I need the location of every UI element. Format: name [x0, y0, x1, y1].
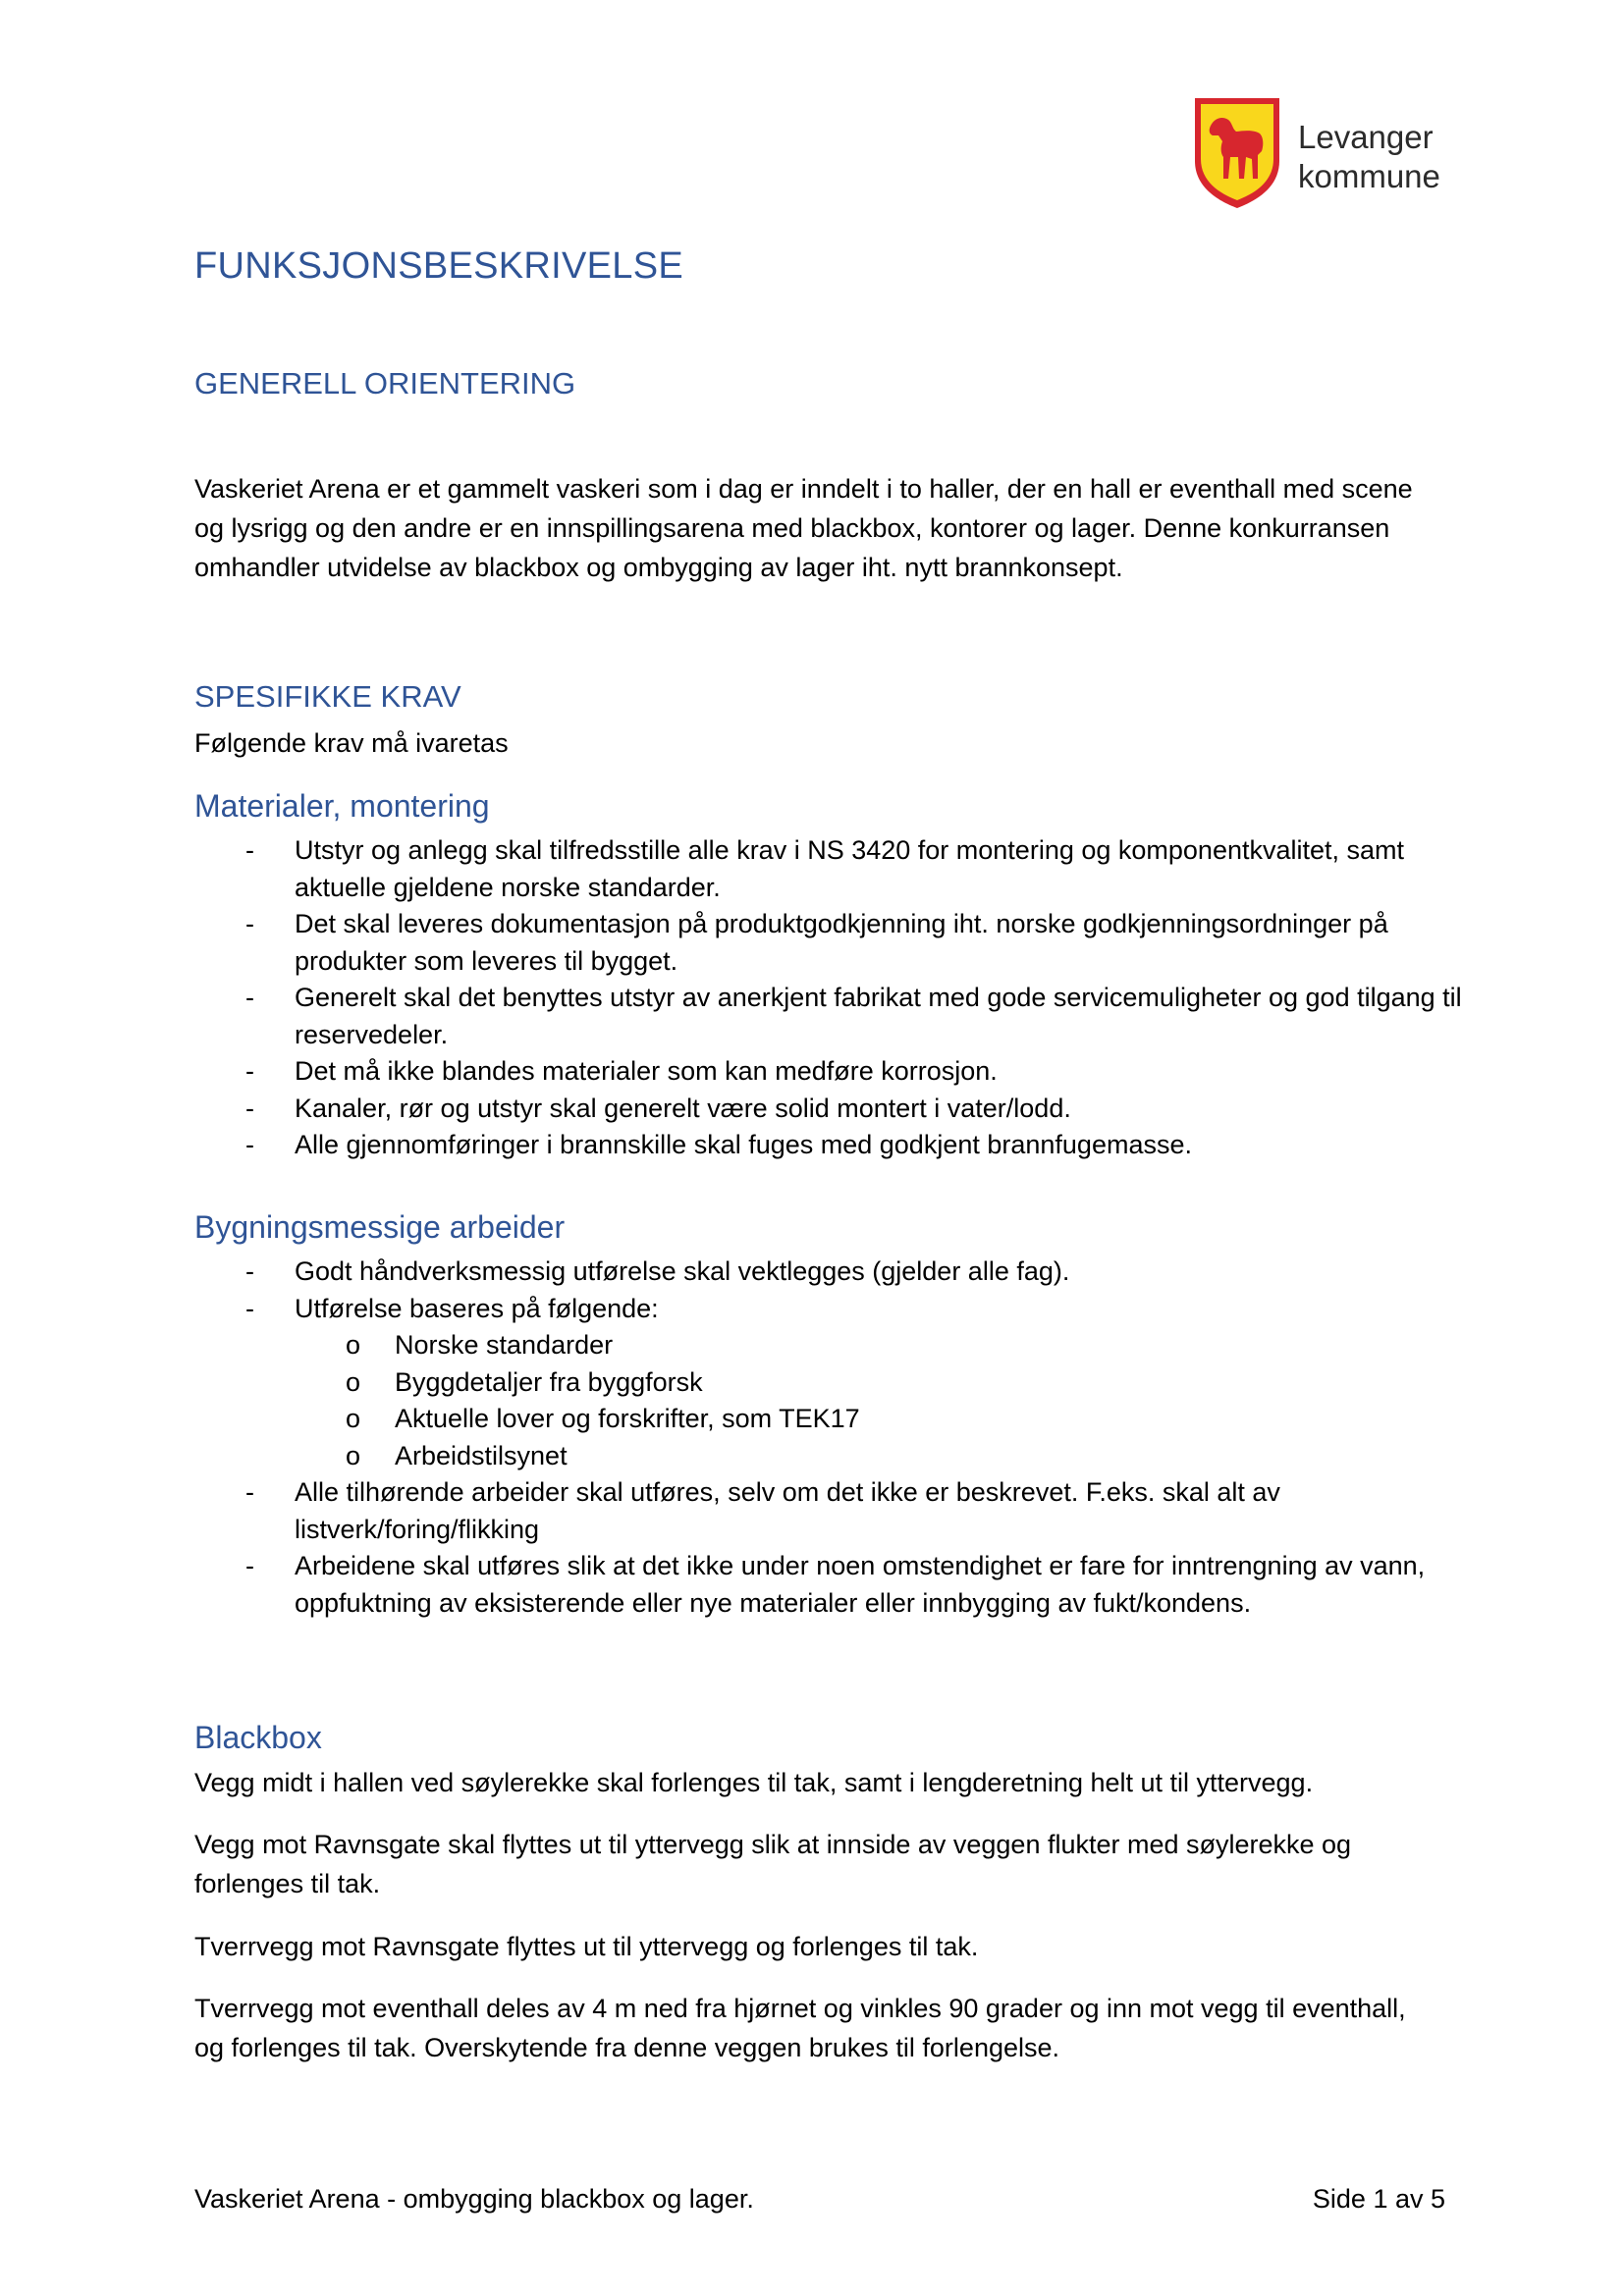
list-item: - Generelt skal det benyttes utstyr av anerkjent fabrikat med gode servicemuligheter og god tilgang til reservedeler.	[245, 983, 1462, 1049]
list-item: - Utstyr og anlegg skal tilfredsstille alle krav i NS 3420 for montering og komponentkvalitet, samt aktuelle gjeldene norske standarder.	[245, 835, 1405, 902]
footer-document-title: Vaskeriet Arena - ombygging blackbox og lager.	[194, 2184, 754, 2214]
list-item: - Alle tilhørende arbeider skal utføres, selv om det ikke er beskrevet. F.eks. skal alt av listverk/foring/flikking	[245, 1477, 1280, 1544]
blackbox-paragraph: Tverrvegg mot Ravnsgate flyttes ut til yttervegg og forlenges til tak.	[194, 1932, 979, 1961]
sub-list-item: o Byggdetaljer fra byggforsk	[346, 1366, 703, 1397]
sub-list-item: o Norske standarder	[346, 1330, 614, 1360]
municipality-logo	[1193, 96, 1450, 212]
blackbox-paragraph: Vegg midt i hallen ved søylerekke skal forlenges til tak, samt i lengderetning helt ut til yttervegg.	[194, 1768, 1314, 1797]
list-item: - Alle gjennomføringer i brannskille skal fuges med godkjent brannfugemasse.	[245, 1130, 1192, 1159]
list-item: - Kanaler, rør og utstyr skal generelt være solid montert i vater/lodd.	[245, 1093, 1071, 1123]
logo-line2: kommune	[1298, 158, 1440, 194]
list-item: - Det må ikke blandes materialer som kan medføre korrosjon.	[245, 1056, 998, 1086]
coat-of-arms-icon	[1193, 96, 1281, 210]
footer-page-number: Side 1 av 5	[1312, 2184, 1445, 2214]
list-item: - Utførelse baseres på følgende: o Norske standarder o Byggdetaljer fra byggforsk o Aktuelle lover og forskrifter, som TEK17 o Arbeidstilsynet	[194, 1291, 1471, 1475]
logo-line1: Levanger	[1298, 119, 1434, 155]
list-item: - Det skal leveres dokumentasjon på produktgodkjenning iht. norske godkjenningsordninger på produkter som leveres til bygget.	[245, 909, 1388, 976]
blackbox-paragraph: Tverrvegg mot eventhall deles av 4 m ned fra hjørnet og vinkles 90 grader og inn mot vegg til eventhall, og forlenges til tak. Overskytende fra denne veggen brukes til forlengelse.	[194, 1994, 1406, 2062]
list-item: - Arbeidene skal utføres slik at det ikke under noen omstendighet er fare for inntrengning av vann, oppfuktning av eksisterende eller nye materialer eller innbygging av fukt/kondens.	[245, 1551, 1426, 1618]
general-text: Vaskeriet Arena er et gammelt vaskeri som i dag er inndelt i to haller, der en hall er eventhall med scene og lysrigg og den andre er en innspillingsarena med blackbox, kontorer og lager. Denne konkurransen omhandler utvidelse av blackbox og ombygging av lager iht. nytt brannkonsept.	[194, 474, 1413, 582]
page-title: FUNKSJONSBESKRIVELSE	[194, 245, 684, 287]
blackbox-heading: Blackbox	[194, 1720, 322, 1755]
materials-heading: Materialer, montering	[194, 788, 490, 824]
general-heading: GENERELL ORIENTERING	[194, 366, 576, 400]
building-heading: Bygningsmessige arbeider	[194, 1209, 566, 1245]
sub-list-item: o Arbeidstilsynet	[346, 1440, 568, 1470]
sub-list-item: o Aktuelle lover og forskrifter, som TEK17	[346, 1404, 860, 1433]
specific-intro: Følgende krav må ivaretas	[194, 728, 509, 758]
blackbox-paragraph: Vegg mot Ravnsgate skal flyttes ut til yttervegg slik at innside av veggen flukter med søylerekke og forlenges til tak.	[194, 1830, 1352, 1898]
list-item: - Godt håndverksmessig utførelse skal vektlegges (gjelder alle fag).	[245, 1256, 1070, 1286]
materials-list	[194, 832, 1471, 1164]
building-list	[194, 1254, 1471, 1622]
specific-heading: SPESIFIKKE KRAV	[194, 679, 461, 714]
building-sublist	[295, 1327, 1471, 1474]
